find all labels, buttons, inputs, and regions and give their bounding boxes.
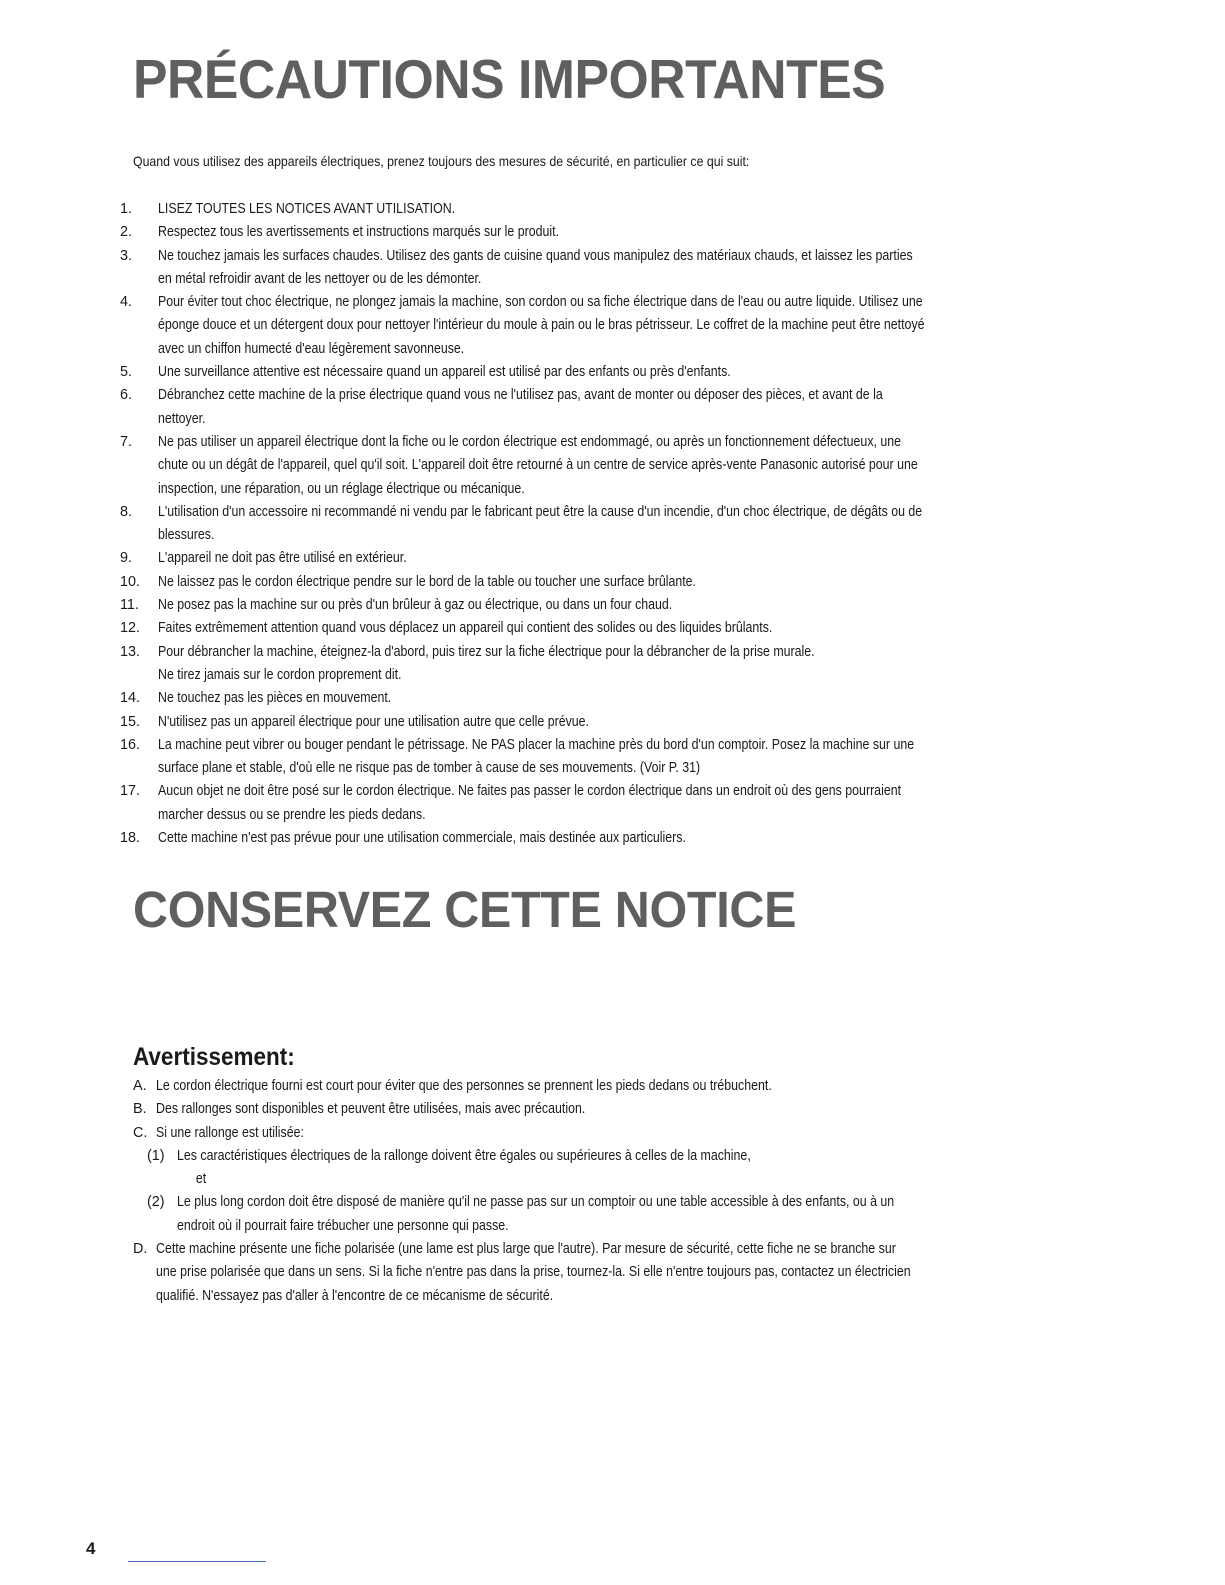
- precaution-item: [120, 780, 1200, 827]
- precaution-text: chute ou un dégât de l'appareil, quel qu'il soit. L'appareil doit être retourné à un centre de service après-vente Panasonic autorisé pour une: [158, 457, 918, 474]
- precaution-text: nettoyer.: [158, 410, 206, 427]
- precaution-item: [120, 198, 1200, 221]
- precaution-number: 14.: [120, 690, 141, 707]
- precautions-list: [120, 198, 1200, 850]
- precaution-text: Pour éviter tout choc électrique, ne plongez jamais la machine, son cordon ou sa fiche électrique dans de l'eau ou autre liquide. Utilisez une: [158, 294, 923, 311]
- warning-subitem-text: endroit où il pourrait faire trébucher une personne qui passe.: [177, 1217, 509, 1234]
- precaution-text: Ne touchez pas les pièces en mouvement.: [158, 690, 392, 707]
- precaution-number: 8.: [120, 503, 133, 520]
- footer-divider: [128, 1561, 266, 1562]
- warning-item-num: C.: [133, 1124, 148, 1141]
- precaution-text: marcher dessus ou se prendre les pieds dedans.: [158, 806, 426, 823]
- precaution-text: N'utilisez pas un appareil électrique pour une utilisation autre que celle prévue.: [158, 713, 589, 730]
- intro-text: Quand vous utilisez des appareils électriques, prenez toujours des mesures de sécurité, en particulier ce qui suit:: [133, 153, 750, 169]
- warning-subitem-text: Le plus long cordon doit être disposé de manière qu'il ne passe pas sur un comptoir ou une table accessible à des enfants, ou à un: [177, 1194, 895, 1211]
- precaution-item: [120, 687, 1200, 710]
- save-notice-title: CONSERVEZ CETTE NOTICE: [133, 881, 797, 938]
- precaution-text: Débranchez cette machine de la prise électrique quand vous ne l'utilisez pas, avant de monter ou déposer des pièces, et avant de la: [158, 387, 883, 404]
- warning-subitem-2: [133, 1191, 1193, 1238]
- warning-item-text: Des rallonges sont disponibles et peuvent être utilisées, mais avec précaution.: [156, 1101, 586, 1118]
- precaution-number: 15.: [120, 713, 141, 730]
- precaution-text: Aucun objet ne doit être posé sur le cordon électrique. Ne faites pas passer le cordon électrique dans un endroit où des gens pourraient: [158, 783, 902, 800]
- warning-item-a: [133, 1075, 1193, 1098]
- warning-item-num: B.: [133, 1101, 147, 1118]
- precaution-text: surface plane et stable, d'où elle ne risque pas de tomber à cause de ses mouvements. (Voir P. 31): [158, 760, 701, 777]
- precaution-number: 17.: [120, 783, 141, 800]
- precaution-number: 5.: [120, 364, 133, 381]
- precaution-text: Ne laissez pas le cordon électrique pendre sur le bord de la table ou toucher une surface brûlante.: [158, 573, 697, 590]
- precaution-item: [120, 501, 1200, 548]
- warning-item-d: [133, 1238, 1193, 1308]
- page-number: 4: [86, 1539, 96, 1558]
- precaution-item: [120, 711, 1200, 734]
- precaution-number: 1.: [120, 201, 133, 217]
- precaution-item: [120, 734, 1200, 781]
- precaution-text: éponge douce et un détergent doux pour nettoyer l'intérieur du moule à pain ou le bras pétrisseur. Le coffret de la machine peut être nettoyé: [158, 317, 925, 334]
- warning-item-text: Si une rallonge est utilisée:: [156, 1124, 304, 1141]
- precaution-text: Ne tirez jamais sur le cordon proprement dit.: [158, 666, 402, 683]
- precaution-number: 16.: [120, 736, 141, 753]
- precaution-text: avec un chiffon humecté d'eau légèrement savonneuse.: [158, 340, 465, 357]
- warning-subitem-num: (2): [147, 1194, 165, 1211]
- precaution-item: [120, 641, 1200, 688]
- warning-subitem-num: (1): [147, 1147, 165, 1164]
- precaution-item: [120, 431, 1200, 501]
- precaution-text: Ne posez pas la machine sur ou près d'un brûleur à gaz ou électrique, ou dans un four chaud.: [158, 597, 673, 614]
- precaution-number: 6.: [120, 387, 133, 404]
- warning-item-c: [133, 1122, 1193, 1145]
- warning-item-text: qualifié. N'essayez pas d'aller à l'encontre de ce mécanisme de sécurité.: [156, 1287, 554, 1304]
- warning-heading: Avertissement:: [133, 1043, 295, 1071]
- warning-item-text: Cette machine présente une fiche polarisée (une lame est plus large que l'autre). Par mesure de sécurité, cette fiche ne se branche sur: [156, 1241, 896, 1258]
- precaution-text: LISEZ TOUTES LES NOTICES AVANT UTILISATION.: [158, 201, 456, 217]
- precaution-text: L'utilisation d'un accessoire ni recommandé ni vendu par le fabricant peut être la cause d'un incendie, d'un choc électrique, de dégâts ou de: [158, 503, 923, 520]
- precaution-item: [120, 594, 1200, 617]
- warning-item-num: D.: [133, 1241, 148, 1258]
- precaution-text: en métal refroidir avant de les nettoyer ou de les démonter.: [158, 270, 482, 287]
- precaution-text: Cette machine n'est pas prévue pour une utilisation commerciale, mais destinée aux particuliers.: [158, 830, 686, 847]
- precaution-text: inspection, une réparation, ou un réglage électrique ou mécanique.: [158, 480, 525, 497]
- warning-list: [133, 1075, 1193, 1308]
- precaution-item: [120, 827, 1200, 850]
- precaution-text: Respectez tous les avertissements et instructions marqués sur le produit.: [158, 224, 560, 241]
- precaution-item: [120, 291, 1200, 361]
- precaution-text: La machine peut vibrer ou bouger pendant le pétrissage. Ne PAS placer la machine près du bord d'un comptoir. Posez la machine sur une: [158, 736, 915, 753]
- precaution-number: 18.: [120, 830, 141, 847]
- precaution-text: Pour débrancher la machine, éteignez-la d'abord, puis tirez sur la fiche électrique pour la débrancher de la prise murale.: [158, 643, 815, 660]
- precaution-item: [120, 361, 1200, 384]
- precaution-number: 13.: [120, 643, 141, 660]
- precaution-number: 12.: [120, 620, 141, 637]
- warning-subitem-1: [133, 1145, 1193, 1168]
- warning-item-text: une prise polarisée que dans un sens. Si la fiche n'entre pas dans la prise, tournez-la. Si elle n'entre toujours pas, contactez un électricien: [156, 1264, 911, 1281]
- precaution-text: Ne pas utiliser un appareil électrique dont la fiche ou le cordon électrique est endommagé, ou après un fonctionnement défectueux, une: [158, 433, 902, 450]
- page-title: PRÉCAUTIONS IMPORTANTES: [133, 48, 886, 110]
- precaution-text: L'appareil ne doit pas être utilisé en extérieur.: [158, 550, 407, 567]
- precaution-text: Une surveillance attentive est nécessaire quand un appareil est utilisé par des enfants ou près d'enfants.: [158, 364, 731, 381]
- precaution-item: [120, 547, 1200, 570]
- precaution-text: Faites extrêmement attention quand vous déplacez un appareil qui contient des solides ou des liquides brûlants.: [158, 620, 773, 637]
- precaution-number: 11.: [120, 597, 139, 614]
- warning-subitem-text: Les caractéristiques électriques de la rallonge doivent être égales ou supérieures à celles de la machine,: [177, 1147, 751, 1164]
- warning-item-b: [133, 1098, 1193, 1121]
- precaution-number: 7.: [120, 433, 133, 450]
- precaution-number: 4.: [120, 294, 133, 311]
- precaution-number: 3.: [120, 247, 133, 264]
- precaution-item: [120, 617, 1200, 640]
- precaution-number: 10.: [120, 573, 141, 590]
- precaution-item: [120, 384, 1200, 431]
- warning-item-num: A.: [133, 1078, 147, 1094]
- precaution-text: Ne touchez jamais les surfaces chaudes. Utilisez des gants de cuisine quand vous manipulez des matériaux chauds, et laissez les parties: [158, 247, 913, 264]
- warning-et: [133, 1168, 1193, 1191]
- precaution-text: blessures.: [158, 527, 215, 544]
- precaution-number: 9.: [120, 550, 133, 567]
- precaution-item: [120, 245, 1200, 292]
- precaution-number: 2.: [120, 224, 133, 241]
- precaution-item: [120, 571, 1200, 594]
- precaution-item: [120, 221, 1200, 244]
- warning-item-text: Le cordon électrique fourni est court pour éviter que des personnes se prennent les pieds dedans ou trébuchent.: [156, 1078, 772, 1094]
- warning-et-text: et: [195, 1171, 207, 1188]
